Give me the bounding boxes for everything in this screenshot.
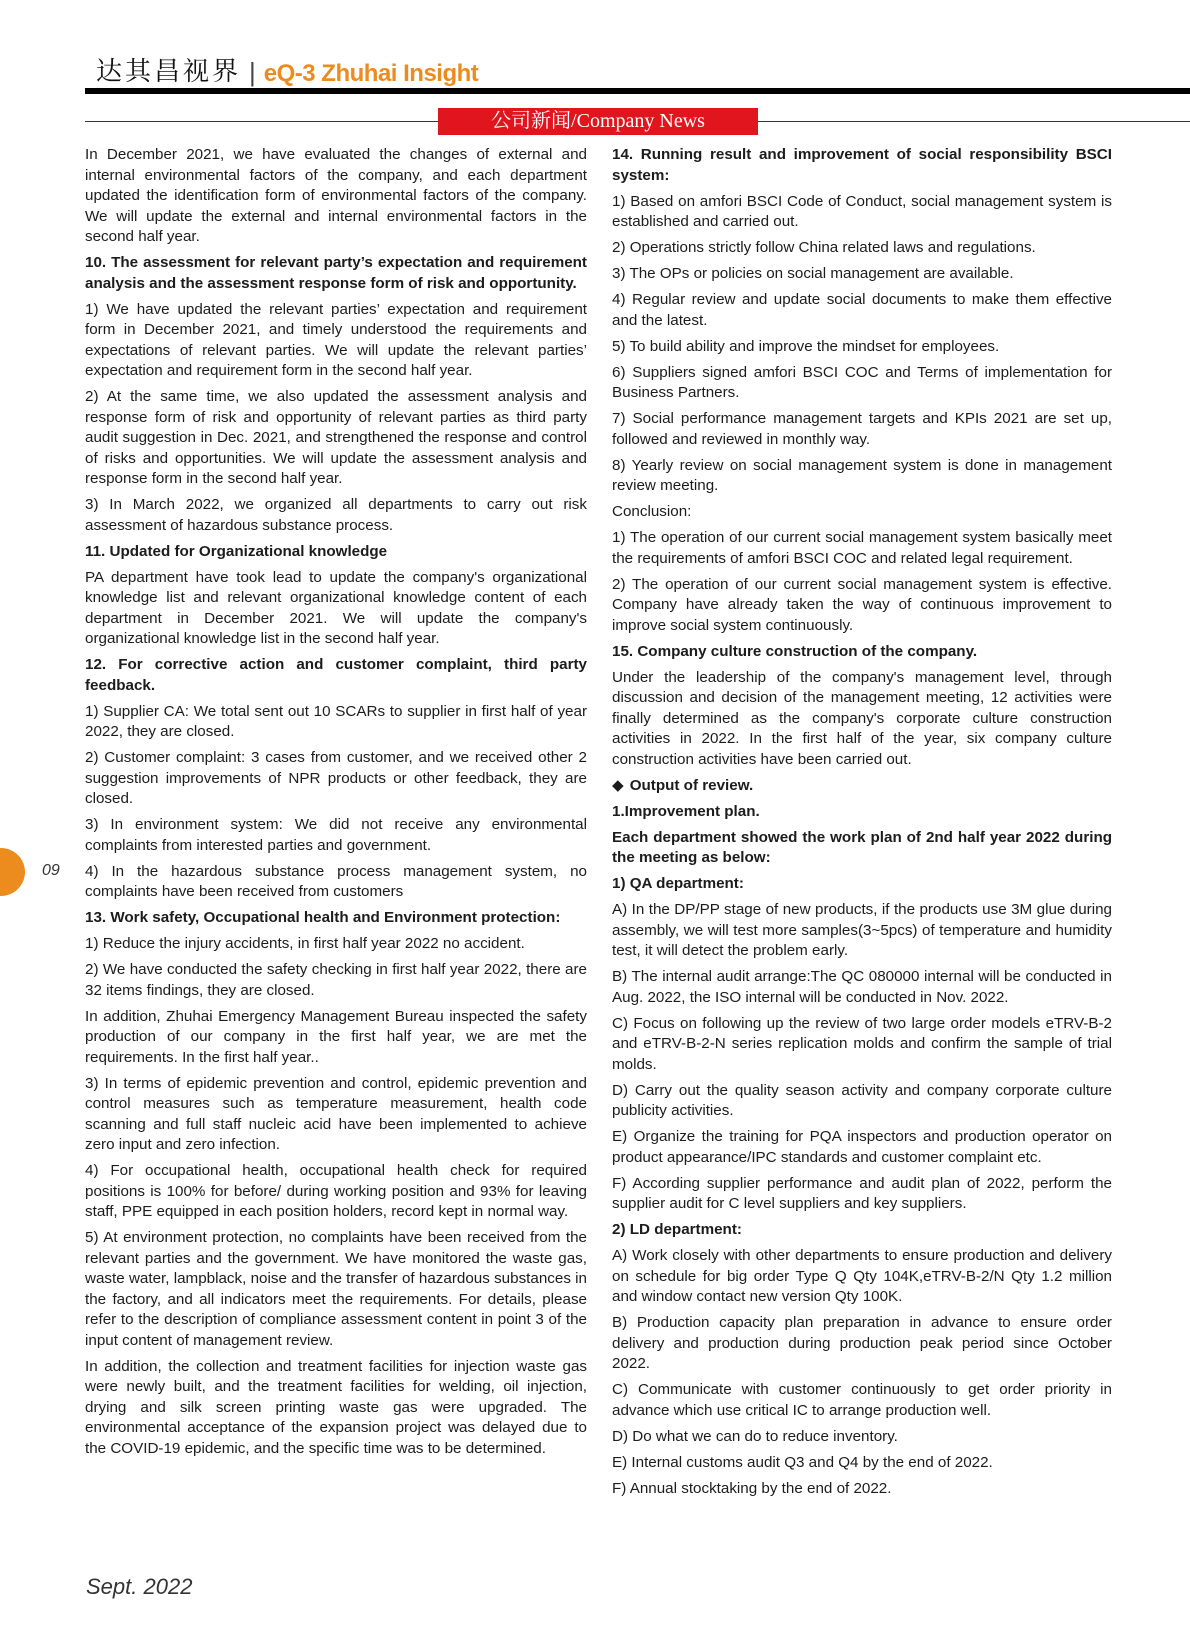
section-heading: 14. Running result and improvement of social responsibility BSCI system: [612, 146, 1112, 184]
diamond-bullet-icon: ◆ [612, 776, 624, 794]
paragraph: 1) Supplier CA: We total sent out 10 SCARs to supplier in first half of year 2022, they are closed. [85, 702, 587, 740]
paragraph: Under the leadership of the company's management level, through discussion and decision of the management meeting, 12 activities were finally determined as the company's corporate culture construction activities in 2022. In the first half of the year, six company culture construction activities have been carried out. [612, 668, 1112, 768]
paragraph: 2) At the same time, we also updated the assessment analysis and response form of risk and opportunity of relevant parties as third party audit suggestion in Dec. 2021, and strengthened the response and control of risks and opportunities. We will update the assessment analysis and response form in the second half year. [85, 388, 587, 487]
paragraph: 6) Suppliers signed amfori BSCI COC and Terms of implementation for Business Partners. [612, 363, 1112, 401]
paragraph: 3) In March 2022, we organized all departments to carry out risk assessment of hazardous substance process. [85, 496, 587, 534]
paragraph: 4) For occupational health, occupational health check for required positions is 100% for before/ during working position and 93% for leaving staff, PPE equipped in each position holders, record kept in normal way. [85, 1162, 587, 1220]
page-marker-tab [0, 848, 25, 896]
left-column [85, 145, 587, 1465]
paragraph: E) Organize the training for PQA inspectors and production operator on product appearance/IPC standards and customer complaint etc. [612, 1128, 1112, 1166]
paragraph: F) Annual stocktaking by the end of 2022. [612, 1479, 892, 1497]
paragraph: B) Production capacity plan preparation in advance to ensure order delivery and production during production peak period since October 2022. [612, 1314, 1112, 1372]
paragraph: B) The internal audit arrange:The QC 080000 internal will be conducted in Aug. 2022, the ISO internal will be conducted in Nov. 2022. [612, 968, 1112, 1006]
section-heading: 12. For corrective action and customer complaint, third party feedback. [85, 656, 587, 694]
section-heading: 11. Updated for Organizational knowledge [85, 542, 388, 560]
paragraph: In addition, Zhuhai Emergency Management Bureau inspected the safety production of our company in the first half year, we are met the requirements. In the first half year.. [85, 1007, 587, 1066]
section-heading: 2) LD department: [612, 1221, 742, 1238]
paragraph: 2) We have conducted the safety checking in first half year 2022, there are 32 items findings, they are closed. [85, 961, 587, 999]
paragraph: 2) Operations strictly follow China related laws and regulations. [612, 239, 1036, 256]
paragraph: In addition, the collection and treatment facilities for injection waste gas were newly built, and the treatment facilities for welding, oil injection, drying and silk screen printing waste gas were upgraded. The environmental acceptance of the expansion project was delayed due to the COVID-19 epidemic, and the specific time was to be determined. [85, 1357, 587, 1457]
section-title: 公司新闻/Company News [438, 108, 758, 135]
masthead [96, 48, 478, 88]
paragraph: 2) The operation of our current social management system is effective. Company have already taken the way of continuous improvement to improve social system continuously. [612, 575, 1112, 634]
paragraph: 3) In terms of epidemic prevention and control, epidemic prevention and control measures such as temperature measurement, health code scanning and full staff nucleic acid have been implemented to achieve zero input and zero infection. [85, 1074, 587, 1153]
brand-chinese-name: 达其昌视界 [96, 57, 242, 87]
heading-text: Output of review. [629, 776, 754, 794]
issue-date: Sept. 2022 [86, 1574, 193, 1599]
paragraph: 5) To build ability and improve the mindset for employees. [612, 337, 1000, 355]
paragraph: 4) In the hazardous substance process management system, no complaints have been received from customers [85, 862, 587, 900]
paragraph: F) According supplier performance and audit plan of 2022, perform the supplier audit for C level suppliers and key suppliers. [612, 1174, 1112, 1212]
right-column [612, 145, 1112, 1505]
brand-separator: | [249, 57, 256, 87]
paragraph: D) Carry out the quality season activity and company corporate culture publicity activities. [612, 1081, 1112, 1119]
paragraph: 1) The operation of our current social management system basically meet the requirements of amfori BSCI COC and related legal requirement. [612, 529, 1112, 567]
paragraph: C) Communicate with customer continuously to get order priority in advance which use critical IC to arrange production well. [612, 1381, 1112, 1419]
paragraph: In December 2021, we have evaluated the changes of external and internal environmental factors of the company, and each department updated the identification form of environmental factors of the company. We will update the external and internal environmental factors in the second half year. [85, 146, 587, 245]
paragraph: E) Internal customs audit Q3 and Q4 by the end of 2022. [612, 1453, 993, 1471]
paragraph: D) Do what we can do to reduce inventory. [612, 1427, 898, 1445]
page-number: 09 [42, 862, 60, 879]
paragraph: 7) Social performance management targets and KPIs 2021 are set up, followed and reviewed in monthly way. [612, 410, 1112, 448]
paragraph: 1) Based on amfori BSCI Code of Conduct, social management system is established and carried out. [612, 192, 1112, 230]
section-heading: Each department showed the work plan of 2nd half year 2022 during the meeting as below: [612, 828, 1112, 866]
paragraph: 1) We have updated the relevant parties’ expectation and requirement form in December 2021, and timely understood the requirements and expectations of relevant parties. We will update the relevant parties’ expectation and requirement form in the second half year. [85, 300, 587, 379]
paragraph: 5) At environment protection, no complaints have been received from the relevant parties and the government. We have monitored the waste gas, waste water, lampblack, noise and the transfer of hazardous substances in the factory, and all indicators meet the requirements. For details, please refer to the description of compliance assessment content in point 3 of the input content of management review. [85, 1229, 587, 1349]
paragraph: 3) The OPs or policies on social management are available. [612, 265, 1014, 282]
paragraph: 4) Regular review and update social documents to make them effective and the latest. [612, 291, 1112, 329]
section-heading: 1) QA department: [612, 875, 744, 892]
paragraph: A) Work closely with other departments to ensure production and delivery on schedule for big order Type Q Qty 104K,eTRV-B-2/N Qty 1.2 million and window contact new version Qty 100K. [612, 1247, 1112, 1305]
header-rule [85, 88, 1190, 94]
paragraph: Conclusion: [612, 503, 692, 520]
paragraph: 8) Yearly review on social management system is done in management review meeting. [612, 456, 1112, 494]
brand-english-name: eQ-3 Zhuhai Insight [263, 60, 479, 87]
paragraph: 2) Customer complaint: 3 cases from customer, and we received other 2 suggestion improvements of NPR products or other feedback, they are closed. [85, 749, 587, 807]
paragraph: PA department have took lead to update the company's organizational knowledge list and relevant organizational knowledge content of each department in December 2021. We will update the company's organizational knowledge list in the second half year. [85, 568, 587, 647]
section-heading: 13. Work safety, Occupational health and Environment protection: [85, 909, 561, 926]
paragraph: C) Focus on following up the review of two large order models eTRV-B-2 and eTRV-B-2-N series replication molds and confirm the sample of trial molds. [612, 1014, 1112, 1073]
paragraph: 3) In environment system: We did not receive any environmental complaints from interested parties and government. [85, 816, 587, 854]
section-heading: 10. The assessment for relevant party’s expectation and requirement analysis and the assessment response form of risk and opportunity. [85, 254, 587, 292]
section-heading: 15. Company culture construction of the company. [612, 642, 978, 660]
output-heading [612, 776, 1112, 797]
paragraph: A) In the DP/PP stage of new products, if the products use 3M glue during assembly, we will test more samples(3~5pcs) of temperature and humidity test, it will detect the problem early. [612, 901, 1112, 959]
section-heading: 1.Improvement plan. [612, 802, 760, 820]
paragraph: 1) Reduce the injury accidents, in first half year 2022 no accident. [85, 935, 525, 952]
